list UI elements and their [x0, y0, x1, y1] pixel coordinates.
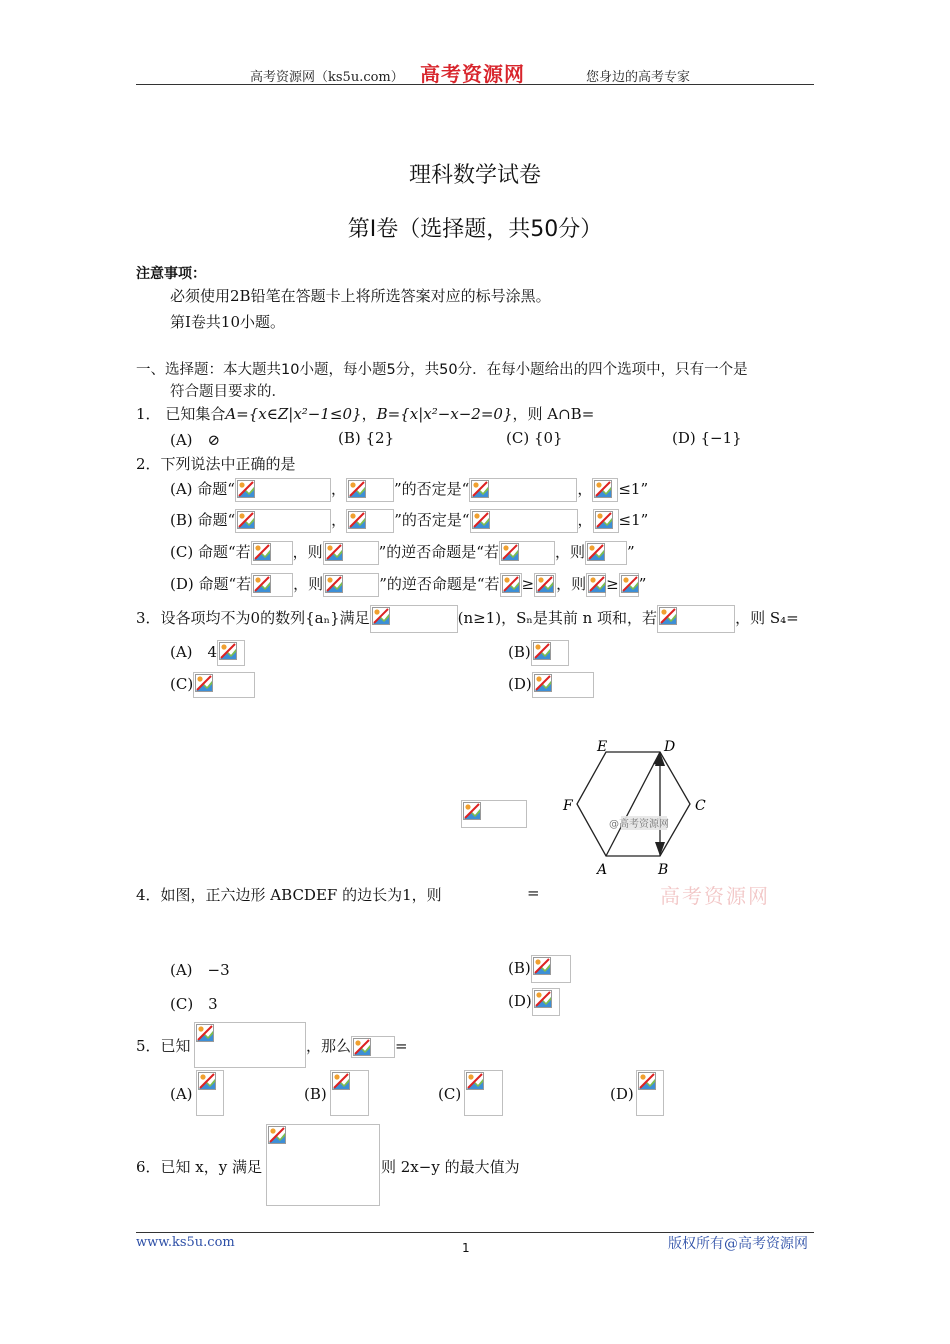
broken-image-icon: [502, 575, 520, 593]
q2-option-a: [170, 478, 648, 502]
q3-mid: (n≥1)，Sₙ是其前 n 项和，若: [457, 609, 658, 627]
formula-image: [323, 541, 379, 565]
q3-option-a: [170, 640, 245, 666]
broken-image-icon: [533, 957, 551, 975]
q2a-label: (A) 命题“: [170, 480, 235, 498]
section-heading-line-2: 符合题目要求的．: [170, 384, 286, 400]
formula-image: [534, 573, 556, 597]
formula-image: [592, 478, 618, 502]
q2-option-c: [170, 541, 635, 565]
formula-image: [323, 573, 379, 597]
broken-image-icon: [348, 480, 366, 498]
q2d-ge-2: ≥: [606, 575, 619, 593]
header-rule: [136, 84, 814, 85]
broken-image-icon: [372, 607, 390, 625]
q1-option-c: (C) {0}: [506, 429, 563, 447]
notice-line-2: 第Ⅰ卷共10小题。: [170, 313, 286, 331]
q2b-negation: ”的否定是“: [394, 511, 470, 529]
broken-image-icon: [253, 543, 271, 561]
formula-image: [330, 1070, 369, 1116]
broken-image-icon: [588, 575, 606, 593]
broken-image-icon: [325, 575, 343, 593]
formula-image: [500, 573, 522, 597]
vertex-label-a: A: [597, 862, 608, 878]
q2a-tail: ≤1”: [618, 480, 649, 498]
footer-link[interactable]: www.ks5u.com: [136, 1235, 235, 1250]
broken-image-icon: [196, 1024, 214, 1042]
broken-image-icon: [463, 802, 481, 820]
formula-image: [464, 1070, 503, 1116]
q3b-label: (B): [508, 643, 531, 661]
broken-image-icon: [332, 1072, 350, 1090]
formula-image: [235, 478, 331, 502]
formula-image: [657, 605, 735, 633]
q2a-comma-2: ，: [577, 480, 593, 498]
vertex-label-c: C: [695, 798, 706, 814]
q1-post: ，则 A∩B=: [512, 405, 595, 423]
q2d-label: (D) 命题“若: [170, 575, 252, 593]
q4d-label: (D): [508, 992, 532, 1010]
header-right: 您身边的高考专家: [586, 70, 691, 85]
section-heading-line-1: 一、选择题：本大题共10小题，每小题5分，共50分．在每小题给出的四个选项中，只有一个是: [136, 362, 748, 378]
q1-option-d: (D) {−1}: [672, 429, 742, 447]
broken-image-icon: [594, 480, 612, 498]
formula-image: [235, 509, 331, 533]
broken-image-icon: [325, 543, 343, 561]
broken-image-icon: [219, 642, 237, 660]
q2d-then: ，则: [293, 575, 324, 593]
broken-image-icon: [353, 1038, 371, 1056]
broken-image-icon: [195, 674, 213, 692]
q2b-comma-2: ，: [577, 511, 593, 529]
q4-option-a: (A) −3: [170, 961, 230, 979]
formula-image: [499, 541, 555, 565]
broken-image-icon: [587, 543, 605, 561]
q2-option-d: [170, 573, 646, 597]
formula-image: [585, 541, 627, 565]
arrow-head-ad: [653, 752, 661, 765]
q4b-label: (B): [508, 959, 531, 977]
q5-equals: =: [395, 1037, 408, 1055]
q2d-then-2: ，则: [556, 575, 587, 593]
q3c-label: (C): [170, 675, 194, 693]
formula-image: [531, 955, 571, 983]
broken-image-icon: [471, 480, 489, 498]
question-4-stem: 4．如图，正六边形 ABCDEF 的边长为1，则: [136, 886, 442, 904]
header-logo: 高考资源网: [420, 62, 525, 86]
broken-image-icon: [534, 674, 552, 692]
q4-option-d: [508, 988, 560, 1016]
formula-image: [531, 640, 569, 666]
q2d-contrapositive: ”的逆否命题是“若: [379, 575, 500, 593]
broken-image-icon: [621, 575, 639, 593]
question-6-label: 6．已知 x，y 满足: [136, 1158, 263, 1176]
q4-equals: =: [527, 884, 540, 902]
q2b-label: (B) 命题“: [170, 511, 236, 529]
question-2-stem: 2．下列说法中正确的是: [136, 455, 296, 473]
page-title: 理科数学试卷: [408, 163, 541, 188]
broken-image-icon: [595, 511, 613, 529]
question-5-mid: [306, 1035, 408, 1058]
q2c-then: ，则: [292, 543, 323, 561]
broken-image-icon: [638, 1072, 656, 1090]
q2d-end: ”: [638, 575, 647, 593]
part-title: 第Ⅰ卷（选择题，共50分）: [347, 217, 603, 242]
formula-image: [593, 509, 619, 533]
q2-option-b: [170, 509, 648, 533]
question-3-stem: [136, 605, 799, 633]
q2c-label: (C) 命题“若: [170, 543, 251, 561]
formula-image: [619, 573, 639, 597]
q5-option-d-label: (D): [610, 1085, 634, 1103]
q2c-end: ”: [627, 543, 635, 561]
formula-image: [351, 1036, 395, 1058]
page-number: 1: [462, 1241, 470, 1255]
faded-logo-watermark: 高考资源网: [660, 884, 770, 906]
footer-copyright: 版权所有@高考资源网: [668, 1236, 808, 1252]
q5-option-a-label: (A): [170, 1085, 193, 1103]
q5-mid: ，那么: [306, 1037, 352, 1055]
q2c-then-2: ，则: [554, 543, 585, 561]
formula-image: [470, 509, 578, 533]
formula-image: [193, 672, 255, 698]
formula-image: [251, 573, 293, 597]
formula-image: [251, 541, 293, 565]
vector-ad: [606, 752, 660, 856]
broken-image-icon: [533, 642, 551, 660]
formula-image: [217, 640, 245, 666]
formula-image: [370, 605, 458, 633]
broken-image-icon: [534, 990, 552, 1008]
q4-option-b: [508, 955, 571, 983]
broken-image-icon: [253, 575, 271, 593]
question-1-stem: [136, 403, 594, 424]
q3d-label: (D): [508, 675, 532, 693]
q1-number: 1．: [136, 405, 161, 423]
question-6-post: 则 2x−y 的最大值为: [381, 1158, 520, 1176]
vertex-label-b: B: [658, 862, 669, 878]
formula-image: [461, 800, 527, 828]
vertex-label-d: D: [664, 739, 676, 755]
broken-image-icon: [237, 511, 255, 529]
formula-image: [266, 1124, 380, 1206]
q3-option-d: [508, 672, 594, 698]
formula-image: [586, 573, 606, 597]
vertex-label-e: E: [597, 739, 608, 755]
formula-image: [346, 478, 394, 502]
broken-image-icon: [536, 575, 554, 593]
broken-image-icon: [198, 1072, 216, 1090]
broken-image-icon: [472, 511, 490, 529]
broken-image-icon: [237, 480, 255, 498]
broken-image-icon: [501, 543, 519, 561]
q5-option-b-label: (B): [304, 1085, 327, 1103]
formula-image: [469, 478, 577, 502]
q1-option-b: (B) {2}: [338, 429, 395, 447]
q3-pre: 3．设各项均不为0的数列{aₙ}满足: [136, 609, 370, 627]
q2b-comma: ，: [331, 511, 347, 529]
broken-image-icon: [466, 1072, 484, 1090]
q1-sep: ，: [361, 405, 377, 423]
q5-option-c-label: (C): [438, 1085, 462, 1103]
q1-set-a: A={x∈Z|x²−1≤0}: [225, 405, 362, 423]
formula-image: [196, 1070, 224, 1116]
notice-line-1: 必须使用2B铅笔在答题卡上将所选答案对应的标号涂黑。: [170, 287, 551, 305]
broken-image-icon: [268, 1126, 286, 1144]
q2b-tail: ≤1”: [618, 511, 649, 529]
q3-option-b: [508, 640, 569, 666]
q1-option-a: (A) ⊘: [170, 431, 221, 449]
q3a-label: (A) 4: [170, 643, 218, 661]
hexagon-figure: [555, 730, 715, 880]
q2a-comma: ，: [330, 480, 346, 498]
q2c-contrapositive: ”的逆否命题是“若: [378, 543, 499, 561]
watermark-text: @高考资源网: [609, 819, 669, 830]
broken-image-icon: [348, 511, 366, 529]
formula-image: [636, 1070, 664, 1116]
formula-image: [194, 1022, 306, 1068]
q1-set-b: B={x|x²−x−2=0}: [376, 405, 513, 423]
broken-image-icon: [659, 607, 677, 625]
question-5-label: 5．已知: [136, 1037, 191, 1055]
vertex-label-f: F: [563, 798, 573, 814]
header-left: 高考资源网（ks5u.com）: [250, 70, 404, 85]
q2a-negation: ”的否定是“: [394, 480, 470, 498]
q2d-ge: ≥: [521, 575, 535, 593]
formula-image: [532, 988, 560, 1016]
q3-post: ，则 S₄=: [735, 609, 799, 627]
formula-image: [532, 672, 594, 698]
q3-option-c: [170, 672, 255, 698]
formula-image: [346, 509, 394, 533]
q1-pre: 已知集合: [165, 405, 226, 423]
q4-option-c: (C) 3: [170, 995, 218, 1013]
notice-heading: 注意事项：: [136, 266, 206, 282]
